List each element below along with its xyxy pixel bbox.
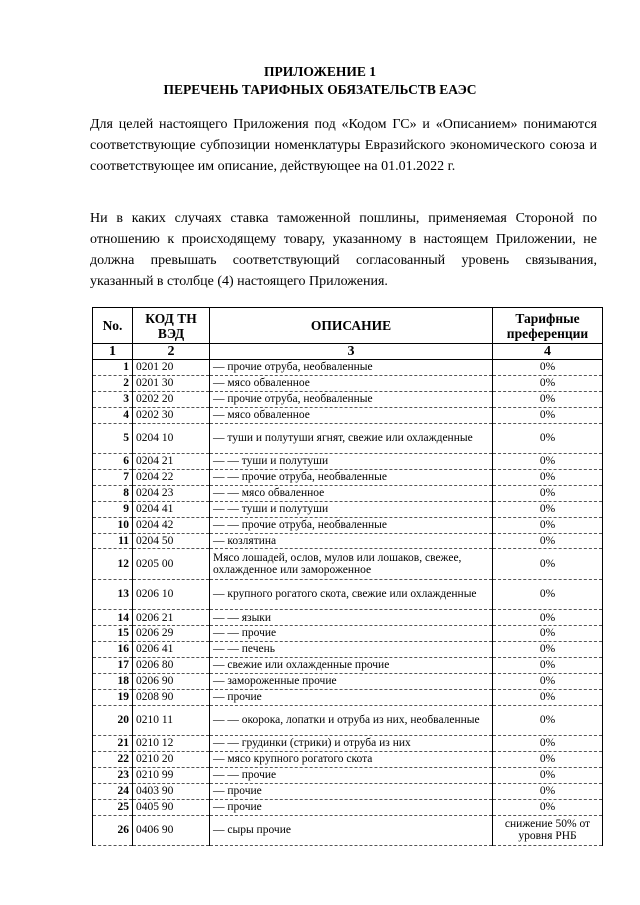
table-row [93,485,603,501]
description-cell: — прочие [210,799,493,815]
row-number-cell: 7 [93,469,133,485]
preference-cell: 0% [493,736,603,752]
row-number-cell: 23 [93,768,133,784]
hs-code-cell: 0206 21 [133,610,210,626]
row-number-cell: 21 [93,736,133,752]
table-row [93,705,603,736]
hs-code-cell: 0206 29 [133,626,210,642]
column-number: 3 [210,344,493,360]
row-number-cell: 11 [93,533,133,549]
hs-code-cell: 0210 11 [133,705,210,736]
preference-cell: 0% [493,799,603,815]
table-row [93,517,603,533]
row-number-cell: 24 [93,783,133,799]
description-cell: — мясо обваленное [210,407,493,423]
hs-code-cell: 0403 90 [133,783,210,799]
header-preferences: Тарифные преференции [493,308,603,344]
table-row [93,469,603,485]
description-cell: — — печень [210,642,493,658]
hs-code-cell: 0206 41 [133,642,210,658]
appendix-title: ПРИЛОЖЕНИЕ 1 [264,64,376,79]
description-cell: — — грудинки (стрики) и отруба из них [210,736,493,752]
description-cell: — туши и полутуши ягнят, свежие или охлажденные [210,423,493,454]
description-cell: — — окорока, лопатки и отруба из них, необваленные [210,705,493,736]
table-row [93,783,603,799]
table-row [93,579,603,610]
preference-cell: 0% [493,485,603,501]
hs-code-cell: 0210 20 [133,752,210,768]
row-number-cell: 19 [93,689,133,705]
hs-code-cell: 0204 21 [133,454,210,470]
hs-code-cell: 0204 22 [133,469,210,485]
hs-code-cell: 0204 10 [133,423,210,454]
preference-cell: 0% [493,454,603,470]
hs-code-cell: 0208 90 [133,689,210,705]
table-row [93,736,603,752]
row-number-cell: 6 [93,454,133,470]
hs-code-cell: 0204 50 [133,533,210,549]
description-cell: — прочие [210,689,493,705]
table-row [93,549,603,580]
description-cell: — прочие [210,783,493,799]
hs-code-cell: 0204 41 [133,501,210,517]
table-body [93,360,603,846]
table-row [93,658,603,674]
table-row [93,501,603,517]
preference-cell: 0% [493,533,603,549]
table-row [93,799,603,815]
hs-code-cell: 0202 30 [133,407,210,423]
row-number-cell: 18 [93,673,133,689]
table-row [93,752,603,768]
hs-code-cell: 0204 23 [133,485,210,501]
row-number-cell: 9 [93,501,133,517]
hs-code-cell: 0210 12 [133,736,210,752]
table-row [93,454,603,470]
column-number: 2 [133,344,210,360]
description-cell: — — туши и полутуши [210,501,493,517]
table-row [93,626,603,642]
row-number-cell: 20 [93,705,133,736]
preference-cell: 0% [493,549,603,580]
row-number-cell: 16 [93,642,133,658]
preference-cell: 0% [493,768,603,784]
row-number-cell: 26 [93,815,133,846]
hs-code-cell: 0210 99 [133,768,210,784]
preference-cell: 0% [493,610,603,626]
preference-cell: 0% [493,673,603,689]
row-number-cell: 5 [93,423,133,454]
hs-code-cell: 0201 30 [133,375,210,391]
table-row [93,768,603,784]
hs-code-cell: 0405 90 [133,799,210,815]
row-number-cell: 10 [93,517,133,533]
intro-paragraph-2: Ни в каких случаях ставка таможенной пошлины, применяемая Стороной по отношению к происходящему товару, указанному в настоящем Приложении, не должна превышать соответствующий согласованный уровень связывания, указанный в столбце (4) настоящего Приложения. [90,211,597,289]
description-cell: — козлятина [210,533,493,549]
row-number-cell: 22 [93,752,133,768]
preference-cell: 0% [493,752,603,768]
description-cell: — — прочие [210,626,493,642]
header-no: No. [93,308,133,344]
preference-cell: 0% [493,501,603,517]
preference-cell: 0% [493,642,603,658]
description-cell: — крупного рогатого скота, свежие или охлажденные [210,579,493,610]
tariff-table [92,307,603,846]
preference-cell: снижение 50% от уровня РНБ [493,815,603,846]
description-cell: — — мясо обваленное [210,485,493,501]
row-number-cell: 14 [93,610,133,626]
hs-code-cell: 0202 20 [133,391,210,407]
appendix-subtitle: ПЕРЕЧЕНЬ ТАРИФНЫХ ОБЯЗАТЕЛЬСТВ ЕАЭС [163,82,477,97]
table-row [93,533,603,549]
table-row [93,815,603,846]
preference-cell: 0% [493,783,603,799]
row-number-cell: 4 [93,407,133,423]
preference-cell: 0% [493,705,603,736]
description-cell: Мясо лошадей, ослов, мулов или лошаков, свежее, охлажденное или замороженное [210,549,493,580]
column-number: 4 [493,344,603,360]
description-cell: — замороженные прочие [210,673,493,689]
description-cell: — — языки [210,610,493,626]
row-number-cell: 12 [93,549,133,580]
description-cell: — — туши и полутуши [210,454,493,470]
description-cell: — мясо крупного рогатого скота [210,752,493,768]
column-number: 1 [93,344,133,360]
preference-cell: 0% [493,517,603,533]
hs-code-cell: 0406 90 [133,815,210,846]
table-row [93,642,603,658]
row-number-cell: 25 [93,799,133,815]
description-cell: — прочие отруба, необваленные [210,391,493,407]
table-row [93,391,603,407]
preference-cell: 0% [493,579,603,610]
description-cell: — свежие или охлажденные прочие [210,658,493,674]
preference-cell: 0% [493,391,603,407]
row-number-cell: 8 [93,485,133,501]
table-row [93,610,603,626]
description-cell: — — прочие отруба, необваленные [210,517,493,533]
table-row [93,673,603,689]
intro-paragraph-1: Для целей настоящего Приложения под «Кодом ГС» и «Описанием» понимаются соответствующие субпозиции номенклатуры Евразийского экономического союза и соответствующее им описание, действующее на 01.01.2022 г. [90,117,597,174]
preference-cell: 0% [493,658,603,674]
table-row [93,360,603,376]
preference-cell: 0% [493,360,603,376]
table-row [93,375,603,391]
hs-code-cell: 0206 90 [133,673,210,689]
preference-cell: 0% [493,407,603,423]
preference-cell: 0% [493,469,603,485]
header-description: ОПИСАНИЕ [210,308,493,344]
description-cell: — сыры прочие [210,815,493,846]
preference-cell: 0% [493,375,603,391]
description-cell: — — прочие отруба, необваленные [210,469,493,485]
preference-cell: 0% [493,689,603,705]
description-cell: — мясо обваленное [210,375,493,391]
row-number-cell: 13 [93,579,133,610]
hs-code-cell: 0204 42 [133,517,210,533]
hs-code-cell: 0206 10 [133,579,210,610]
hs-code-cell: 0201 20 [133,360,210,376]
table-row [93,423,603,454]
row-number-cell: 15 [93,626,133,642]
table-row [93,689,603,705]
description-cell: — — прочие [210,768,493,784]
row-number-cell: 2 [93,375,133,391]
hs-code-cell: 0205 00 [133,549,210,580]
preference-cell: 0% [493,626,603,642]
description-cell: — прочие отруба, необваленные [210,360,493,376]
row-number-cell: 3 [93,391,133,407]
preference-cell: 0% [493,423,603,454]
table-row [93,407,603,423]
header-code: КОД ТН ВЭД [133,308,210,344]
row-number-cell: 17 [93,658,133,674]
row-number-cell: 1 [93,360,133,376]
hs-code-cell: 0206 80 [133,658,210,674]
